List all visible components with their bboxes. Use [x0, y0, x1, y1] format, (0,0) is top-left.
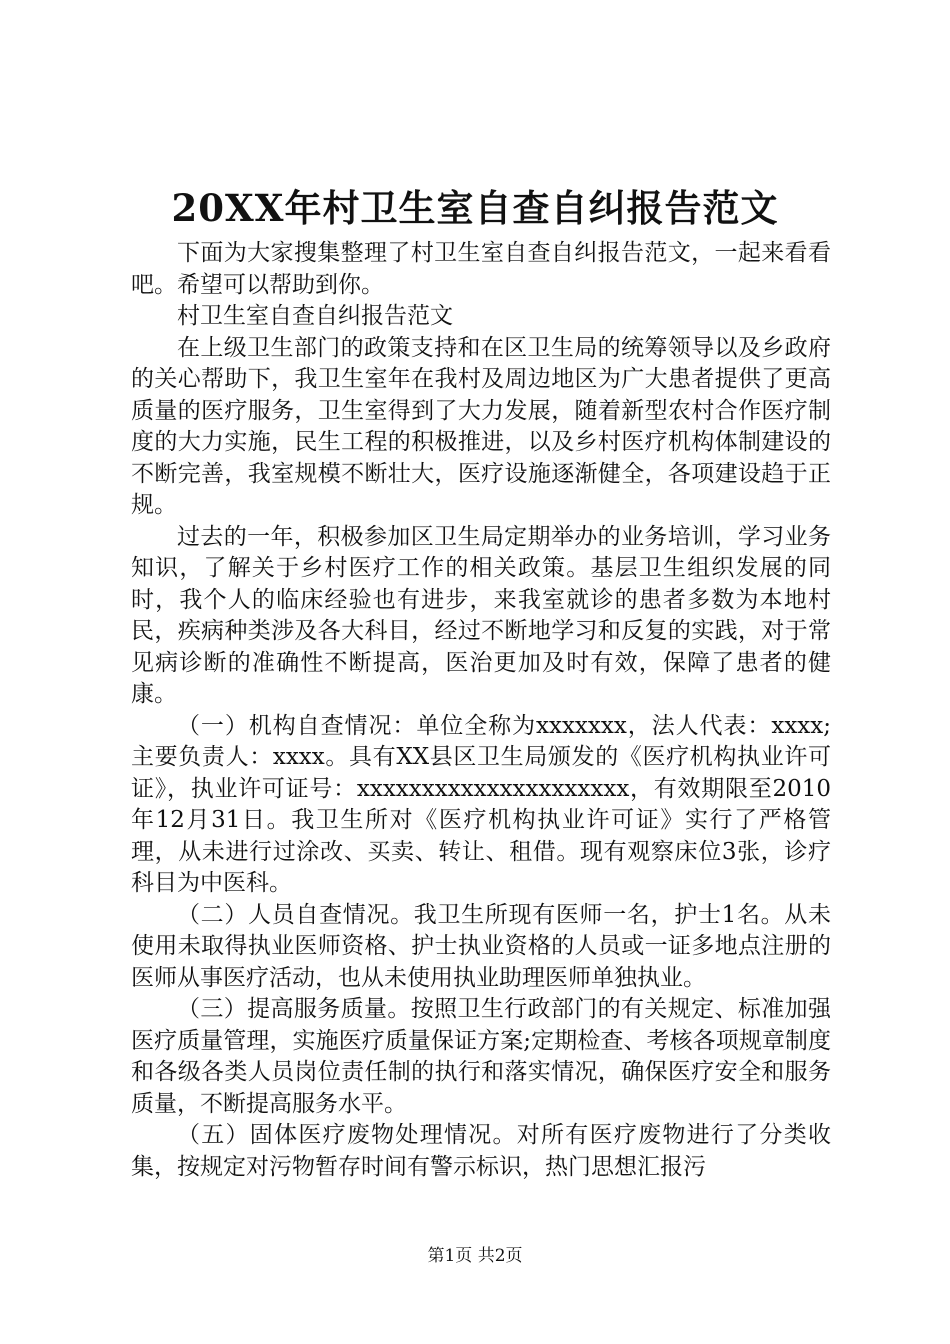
intro-paragraph: 下面为大家搜集整理了村卫生室自查自纠报告范文，一起来看看吧。希望可以帮助到你。	[131, 240, 831, 298]
body-paragraph: 过去的一年，积极参加区卫生局定期举办的业务培训，学习业务知识，了解关于乡村医疗工作的相关政策。基层卫生组织发展的同时，我个人的临床经验也有进步，来我室就诊的患者多数为本地村民，疾病种类涉及各大科目，经过不断地学习和反复的实践，对于常见病诊断的准确性不断提高，医治更加及时有效，保障了患者的健康。	[131, 523, 831, 707]
section-personnel-paragraph: （二）人员自查情况。我卫生所现有医师一名，护士1名。从未使用未取得执业医师资格、护士执业资格的人员或一证多地点注册的医师从事医疗活动，也从未使用执业助理医师单独执业。	[131, 901, 831, 991]
subtitle-paragraph: 村卫生室自查自纠报告范文	[177, 303, 453, 329]
section-quality-paragraph: （三）提高服务质量。按照卫生行政部门的有关规定、标准加强医疗质量管理，实施医疗质量保证方案;定期检查、考核各项规章制度和各级各类人员岗位责任制的执行和落实情况，确保医疗安全和服务质量，不断提高服务水平。	[131, 996, 831, 1117]
section-waste-paragraph: （五）固体医疗废物处理情况。对所有医疗废物进行了分类收集，按规定对污物暂存时间有警示标识，热门思想汇报污	[131, 1122, 831, 1180]
document-title: 20XX年村卫生室自查自纠报告范文	[171, 186, 779, 230]
section-institution-paragraph: （一）机构自查情况：单位全称为xxxxxxx，法人代表：xxxx;主要负责人：xxxx。具有XX县区卫生局颁发的《医疗机构执业许可证》，执业许可证号：xxxxxxxxxxxxxxxxxxxxx，有效期限至2010年12月31日。我卫生所对《医疗机构执业许可证》实行了严格管理，从未进行过涂改、买卖、转让、租借。现有观察床位3张，诊疗科目为中医科。	[131, 712, 831, 896]
body-paragraph: 在上级卫生部门的政策支持和在区卫生局的统筹领导以及乡政府的关心帮助下，我卫生室年在我村及周边地区为广大患者提供了更高质量的医疗服务，卫生室得到了大力发展，随着新型农村合作医疗制度的大力实施，民生工程的积极推进，以及乡村医疗机构体制建设的不断完善，我室规模不断壮大，医疗设施逐渐健全，各项建设趋于正规。	[131, 334, 831, 518]
page-number-footer: 第1页 共2页	[427, 1246, 523, 1266]
document-body	[131, 238, 831, 1183]
